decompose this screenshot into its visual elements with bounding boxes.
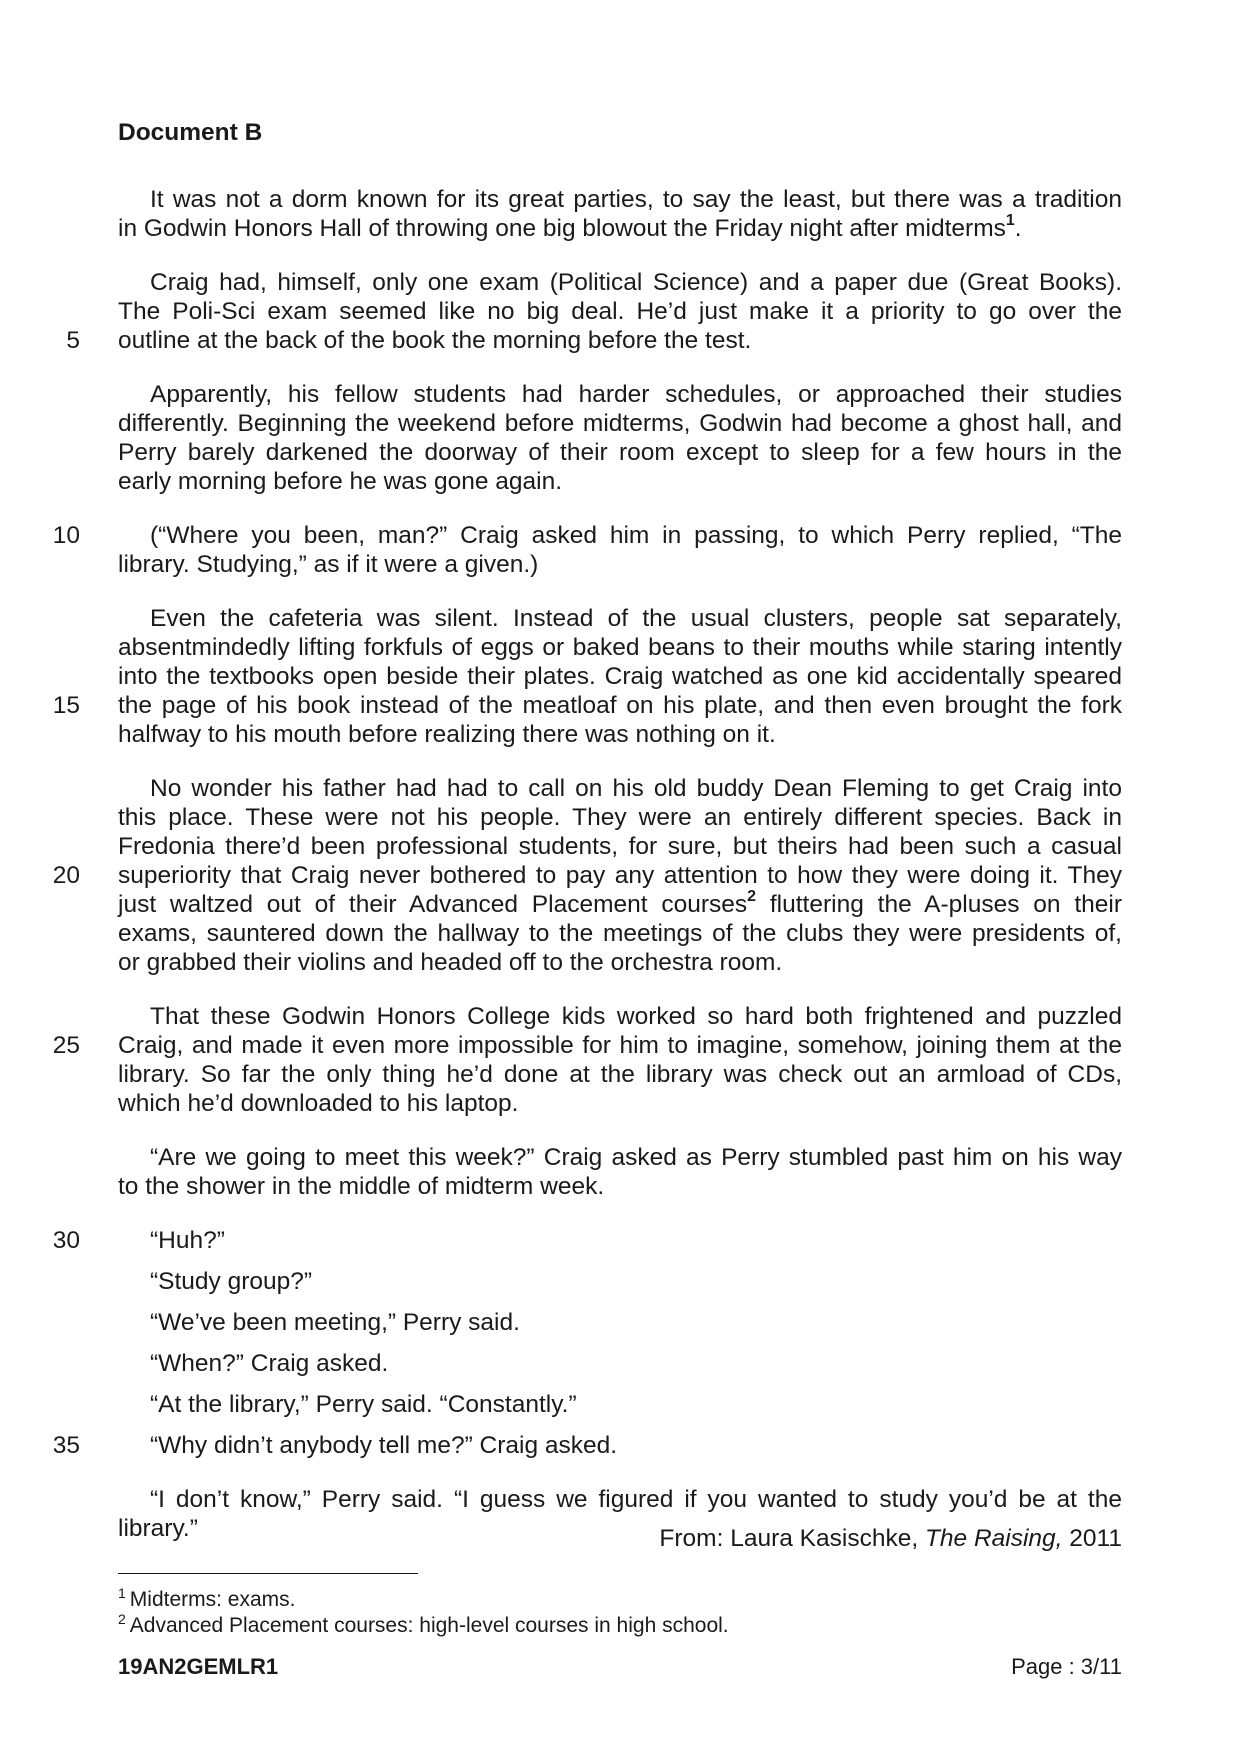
text-line [150,380,1122,409]
text-line [118,832,1122,861]
line-text: “At the library,” Perry said. “Constantly.” [150,1391,577,1418]
line-text: or grabbed their violins and headed off to the orchestra room. [118,949,783,976]
footnote-2 [118,1613,729,1640]
source-prefix: From: Laura Kasischke, [659,1525,925,1552]
footnote-text: Midterms: exams. [129,1588,296,1611]
line-number: 15 [52,692,80,719]
line-text: (“Where you been, man?” Craig asked him in passing, to which Perry replied, “The [150,522,1122,549]
document-code: 19AN2GEMLR1 [118,1654,279,1679]
line-number: 25 [52,1032,80,1059]
text-line [150,1485,1122,1514]
line-text: absentmindedly lifting forkfuls of eggs or baked beans to their mouths while staring intently [118,634,1122,661]
text-line [118,887,1122,919]
text-line [118,297,1122,326]
text-line [150,1431,1122,1460]
text-line [118,803,1122,832]
document-heading: Document B [118,119,263,146]
line-text: this place. These were not his people. They were an entirely different species. Back in [118,804,1122,831]
line-text: The Poli-Sci exam seemed like no big deal. He’d just make it a priority to go over the [118,298,1122,325]
line-text: just waltzed out of their Advanced Placement courses [118,891,748,918]
footnote-mark: 1 [118,1585,126,1601]
source-title: The Raising, [924,1525,1063,1552]
line-text: halfway to his mouth before realizing there was nothing on it. [118,721,776,748]
line-text: Apparently, his fellow students had harder schedules, or approached their studies [150,381,1122,408]
footnote-divider [118,1573,418,1574]
text-line [150,1267,1122,1296]
line-text: “Are we going to meet this week?” Craig asked as Perry stumbled past him on his way [150,1144,1122,1171]
text-line [118,326,1122,355]
line-text-continued: . [1014,215,1022,242]
line-text: early morning before he was gone again. [118,468,563,495]
line-text: in Godwin Honors Hall of throwing one big blowout the Friday night after midterms [118,215,1006,242]
line-text: “Huh?” [150,1227,225,1254]
text-line [150,1349,1122,1378]
line-text: That these Godwin Honors College kids worked so hard both frightened and puzzled [150,1003,1122,1030]
line-text: Fredonia there’d been professional students, for sure, but theirs had been such a casual [118,833,1122,860]
text-line [118,1172,1122,1201]
text-line [118,438,1122,467]
line-text: library. Studying,” as if it were a given.) [118,551,539,578]
line-text: “Why didn’t anybody tell me?” Craig asked. [150,1432,618,1459]
text-line [118,919,1122,948]
text-line [118,467,1122,496]
line-text: superiority that Craig never bothered to pay any attention to how they were doing it. They [118,862,1122,889]
text-line [150,1226,1122,1255]
line-text: Even the cafeteria was silent. Instead of the usual clusters, people sat separately, [150,605,1122,632]
line-text: Craig, and made it even more impossible for him to imagine, somehow, joining them at the [118,1032,1122,1059]
line-text: outline at the back of the book the morning before the test. [118,327,752,354]
text-line [118,633,1122,662]
text-line [118,948,1122,977]
text-line [118,409,1122,438]
text-line [118,550,1122,579]
line-text: which he’d downloaded to his laptop. [118,1090,519,1117]
text-line [150,268,1122,297]
line-text: “When?” Craig asked. [150,1350,389,1377]
text-line [150,774,1122,803]
text-line [118,1060,1122,1089]
line-text: exams, sauntered down the hallway to the meetings of the clubs they were presidents of, [118,920,1122,947]
source-citation [659,1524,1122,1553]
source-year: 2011 [1062,1525,1122,1552]
footnote-1 [118,1587,296,1614]
line-number: 20 [52,862,80,889]
line-number: 30 [52,1227,80,1254]
footnote-mark: 2 [118,1611,126,1627]
text-line [118,691,1122,720]
line-text: Craig had, himself, only one exam (Political Science) and a paper due (Great Books). [150,269,1122,296]
footnote-reference: 1 [1005,211,1015,229]
line-text: differently. Beginning the weekend before midterms, Godwin had become a ghost hall, and [118,410,1122,437]
text-line [150,185,1122,214]
line-number: 35 [52,1432,80,1459]
text-line [118,662,1122,691]
line-text: library. So far the only thing he’d done at the library was check out an armload of CDs, [118,1061,1122,1088]
footnote-text: Advanced Placement courses: high-level courses in high school. [129,1614,729,1637]
line-text: the page of his book instead of the meatloaf on his plate, and then even brought the fork [118,692,1122,719]
text-line [118,211,1122,243]
text-line [118,720,1122,749]
line-text: “We’ve been meeting,” Perry said. [150,1309,520,1336]
text-line [118,861,1122,890]
text-line [150,1143,1122,1172]
line-text: into the textbooks open beside their plates. Craig watched as one kid accidentally speared [118,663,1122,690]
text-line [150,1390,1122,1419]
line-text: Perry barely darkened the doorway of their room except to sleep for a few hours in the [118,439,1122,466]
line-text-continued: fluttering the A-pluses on their [756,891,1122,918]
text-line [150,1002,1122,1031]
line-text: to the shower in the middle of midterm week. [118,1173,605,1200]
line-text: No wonder his father had had to call on his old buddy Dean Fleming to get Craig into [150,775,1122,802]
footnote-reference: 2 [747,887,757,905]
line-text: “Study group?” [150,1268,313,1295]
text-line [150,1308,1122,1337]
page-number: Page : 3/11 [1011,1654,1122,1679]
line-number: 10 [52,522,80,549]
text-line [118,1031,1122,1060]
line-text: library.” [118,1515,198,1542]
line-number: 5 [66,327,80,354]
line-text: “I don’t know,” Perry said. “I guess we figured if you wanted to study you’d be at the [150,1486,1122,1513]
text-line [150,604,1122,633]
line-text: It was not a dorm known for its great parties, to say the least, but there was a tradition [150,186,1122,213]
text-line [150,521,1122,550]
text-line [118,1089,1122,1118]
